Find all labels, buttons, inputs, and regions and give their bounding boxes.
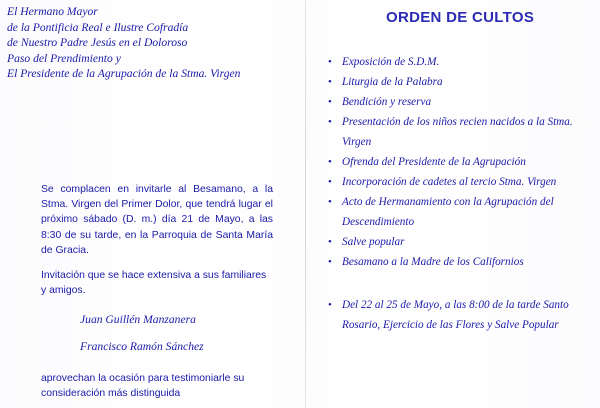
list-item — [328, 152, 598, 172]
list-item-text: Bendición y reserva — [342, 96, 432, 108]
invitation-paragraph: Se complacen en invitarle al Besamano, a la Stma. Virgen del Primer Dolor, que tendrá lugar el próximo sábado (D. m.) día 21 de Mayo, a las 8:30 de su tarde, en la Parroquia de Santa María de Gracia. — [41, 184, 273, 256]
bullet-icon: • — [328, 116, 332, 128]
header-line: Paso del Prendimiento y — [7, 51, 121, 65]
list-item-text: Exposición de S.D.M. — [342, 56, 440, 68]
list-item — [328, 52, 598, 72]
header-line: El Presidente de la Agrupación de la Stma. Virgen — [7, 67, 241, 80]
bullet-icon: • — [328, 236, 332, 248]
header-line: El Hermano Mayor — [7, 5, 98, 18]
list-item — [328, 192, 598, 232]
signature-francisco: Francisco Ramón Sánchez — [80, 340, 204, 353]
closing-paragraph: aprovechan la ocasión para testimoniarle su consideración más distinguida — [41, 373, 245, 400]
list-item-text: Besamano a la Madre de los Californios — [342, 256, 524, 268]
list-item-text: Presentación de los niños recien nacidos a la Stma. Virgen — [342, 116, 573, 148]
bullet-icon: • — [328, 256, 332, 268]
header-line: de la Pontificia Real e Ilustre Cofradía — [7, 20, 189, 34]
list-item-text: Acto de Hermanamiento con la Agrupación del Descendimiento — [342, 196, 554, 228]
page-title: ORDEN DE CULTOS — [386, 9, 535, 26]
cultos-list — [328, 52, 598, 272]
list-item-text: Ofrenda del Presidente de la Agrupación — [342, 156, 526, 168]
bullet-icon: • — [328, 299, 332, 311]
bullet-icon: • — [328, 176, 332, 188]
list-item — [328, 172, 598, 192]
bullet-icon: • — [328, 196, 332, 208]
right-page — [306, 0, 600, 408]
header-line: de Nuestro Padre Jesús en el Doloroso — [7, 36, 188, 49]
extension-paragraph: Invitación que se hace extensiva a sus familiares y amigos. — [41, 270, 267, 297]
extra-schedule — [328, 295, 598, 335]
bullet-icon: • — [328, 76, 332, 88]
list-item — [328, 232, 598, 252]
list-item — [328, 252, 598, 272]
list-item — [328, 112, 598, 152]
signature-juan: Juan Guillén Manzanera — [80, 313, 196, 326]
list-item-text: Incorporación de cadetes al tercio Stma. Virgen — [342, 176, 557, 188]
header-block — [7, 4, 240, 82]
bullet-icon: • — [328, 56, 332, 68]
extra-schedule-text: Del 22 al 25 de Mayo, a las 8:00 de la tarde Santo Rosario, Ejercicio de las Flores y Salve Popular — [342, 299, 569, 331]
list-item — [328, 92, 598, 112]
list-item-text: Salve popular — [342, 236, 405, 248]
list-item — [328, 295, 598, 335]
bullet-icon: • — [328, 96, 332, 108]
bullet-icon: • — [328, 156, 332, 168]
list-item-text: Liturgia de la Palabra — [342, 76, 443, 88]
list-item — [328, 72, 598, 92]
